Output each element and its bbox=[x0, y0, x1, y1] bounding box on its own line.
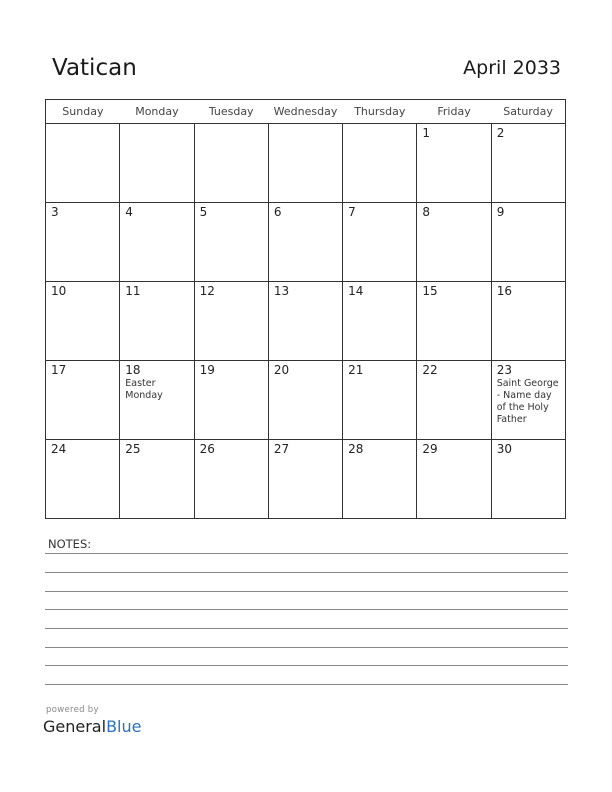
day-number: 27 bbox=[273, 442, 290, 456]
day-cell bbox=[194, 361, 268, 440]
day-number: 16 bbox=[496, 284, 512, 298]
notes-line bbox=[45, 553, 568, 554]
day-cell bbox=[417, 282, 491, 361]
day-number: 9 bbox=[496, 205, 505, 219]
week-row bbox=[46, 124, 566, 203]
day-cell bbox=[120, 361, 194, 440]
weekday-thursday: Thursday bbox=[343, 100, 417, 124]
day-cell bbox=[417, 440, 491, 519]
day-number: 21 bbox=[348, 363, 364, 377]
day-cell bbox=[268, 124, 342, 203]
notes-line bbox=[45, 572, 568, 573]
day-number: 13 bbox=[273, 284, 290, 298]
notes-line bbox=[45, 647, 568, 648]
day-number: 30 bbox=[496, 442, 512, 456]
day-cell bbox=[268, 440, 342, 519]
day-cell bbox=[343, 124, 417, 203]
weekday-sunday: Sunday bbox=[46, 100, 120, 124]
day-cell bbox=[120, 124, 194, 203]
day-cell bbox=[491, 124, 565, 203]
day-number: 5 bbox=[199, 205, 208, 219]
day-number: 20 bbox=[273, 363, 290, 377]
logo-general-text: General bbox=[43, 717, 107, 736]
day-cell bbox=[343, 282, 417, 361]
day-cell bbox=[417, 361, 491, 440]
weekday-wednesday: Wednesday bbox=[268, 100, 342, 124]
day-number: 25 bbox=[125, 442, 141, 456]
notes-label: NOTES: bbox=[48, 537, 92, 551]
notes-line bbox=[45, 609, 568, 610]
day-cell bbox=[268, 203, 342, 282]
day-number: 7 bbox=[348, 205, 356, 219]
day-cell bbox=[46, 124, 120, 203]
logo-blue-text: Blue bbox=[106, 717, 142, 736]
day-number: 6 bbox=[273, 205, 282, 219]
day-cell bbox=[491, 440, 565, 519]
calendar-country: Vatican bbox=[52, 55, 137, 81]
powered-by-text: powered by bbox=[46, 705, 99, 715]
day-cell bbox=[46, 361, 120, 440]
day-cell bbox=[491, 282, 565, 361]
day-number: 4 bbox=[125, 205, 133, 219]
day-number: 18 bbox=[125, 363, 141, 377]
notes-line bbox=[45, 684, 568, 685]
day-cell bbox=[194, 440, 268, 519]
calendar-grid bbox=[45, 99, 566, 519]
day-cell bbox=[417, 203, 491, 282]
day-cell bbox=[343, 440, 417, 519]
day-number: 14 bbox=[348, 284, 364, 298]
day-cell bbox=[268, 282, 342, 361]
day-cell bbox=[343, 203, 417, 282]
day-number: 15 bbox=[422, 284, 438, 298]
day-cell bbox=[194, 124, 268, 203]
weekday-friday: Friday bbox=[417, 100, 491, 124]
day-cell bbox=[46, 440, 120, 519]
day-number: 11 bbox=[125, 284, 141, 298]
week-row bbox=[46, 282, 566, 361]
day-number: 8 bbox=[422, 205, 431, 219]
day-cell bbox=[120, 440, 194, 519]
day-cell bbox=[491, 203, 565, 282]
notes-line bbox=[45, 665, 568, 666]
day-cell bbox=[343, 361, 417, 440]
day-number: 24 bbox=[51, 442, 67, 456]
day-number: 17 bbox=[51, 363, 67, 377]
day-cell bbox=[194, 282, 268, 361]
week-row bbox=[46, 440, 566, 519]
day-number: 2 bbox=[496, 126, 505, 140]
day-number: 1 bbox=[422, 126, 431, 140]
generalblue-logo[interactable] bbox=[43, 717, 141, 736]
day-cell bbox=[194, 203, 268, 282]
weekday-tuesday: Tuesday bbox=[194, 100, 268, 124]
calendar-month-year: April 2033 bbox=[463, 57, 561, 79]
weekday-header-row bbox=[46, 100, 566, 124]
day-number: 28 bbox=[348, 442, 364, 456]
day-number: 12 bbox=[199, 284, 215, 298]
day-cell bbox=[417, 124, 491, 203]
day-cell bbox=[120, 203, 194, 282]
day-number: 22 bbox=[422, 363, 438, 377]
week-row bbox=[46, 203, 566, 282]
day-cell bbox=[120, 282, 194, 361]
day-cell bbox=[46, 282, 120, 361]
day-cell bbox=[46, 203, 120, 282]
notes-line bbox=[45, 628, 568, 629]
weekday-monday: Monday bbox=[120, 100, 194, 124]
day-number: 19 bbox=[199, 363, 215, 377]
day-number: 29 bbox=[422, 442, 438, 456]
week-row bbox=[46, 361, 566, 440]
holiday-label: Easter Monday bbox=[125, 378, 163, 401]
holiday-label: Saint George - Name day of the Holy Father bbox=[496, 378, 559, 425]
day-cell bbox=[491, 361, 565, 440]
notes-line bbox=[45, 591, 568, 592]
day-number: 23 bbox=[496, 363, 512, 377]
day-number: 3 bbox=[51, 205, 59, 219]
day-number: 26 bbox=[199, 442, 215, 456]
day-cell bbox=[268, 361, 342, 440]
day-number: 10 bbox=[51, 284, 67, 298]
weekday-saturday: Saturday bbox=[491, 100, 565, 124]
